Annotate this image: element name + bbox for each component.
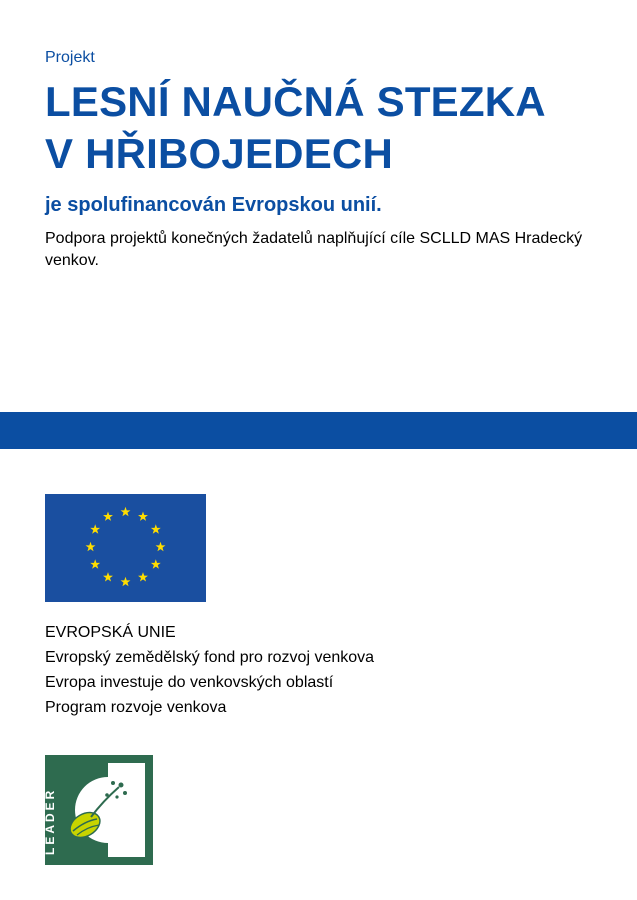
leader-logo-text: LEADER	[43, 787, 57, 855]
eu-invest-label: Evropa investuje do venkovských oblastí	[45, 674, 334, 691]
eu-fund-label: Evropský zemědělský fond pro rozvoj venkova	[45, 649, 375, 666]
eu-info-block	[45, 620, 374, 720]
eu-union-label: EVROPSKÁ UNIE	[45, 624, 176, 641]
project-title-line1: LESNÍ NAUČNÁ STEZKA	[45, 78, 546, 125]
eu-program-label: Program rozvoje venkova	[45, 699, 227, 716]
support-description: Podpora projektů konečných žadatelů naplňující cíle SCLLD MAS Hradecký venkov.	[45, 230, 583, 269]
project-title	[45, 76, 546, 180]
project-label: Projekt	[45, 49, 95, 66]
eu-flag-icon	[45, 494, 206, 602]
cofinancing-statement: je spolufinancován Evropskou unií.	[45, 194, 382, 216]
leader-logo-icon	[45, 755, 153, 865]
project-title-line2: V HŘIBOJEDECH	[45, 130, 393, 177]
blue-divider-band	[0, 412, 637, 449]
